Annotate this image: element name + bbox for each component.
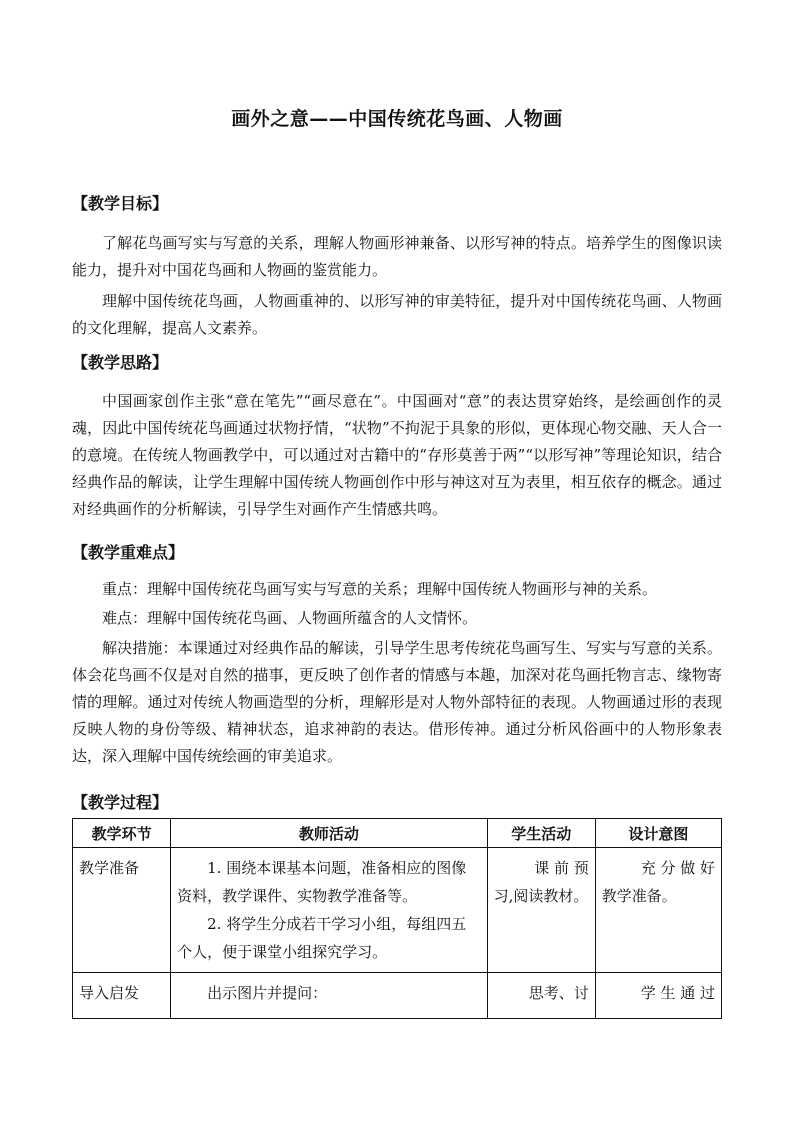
process-table — [72, 818, 722, 1019]
keypoints-difficulty: 难点：理解中国传统花鸟画、人物画所蕴含的人文情怀。 — [102, 609, 478, 627]
cell-student — [487, 973, 595, 1019]
header-stage: 教学环节 — [73, 819, 171, 848]
teacher-item: 出示图片并提问： — [207, 984, 328, 1002]
cell-student — [487, 848, 595, 973]
goals-paragraph-1: 了解花鸟画写实与写意的关系，理解人物画形神兼备、以形写神的特点。培养学生的图像识读能力，提升对中国花鸟画和人物画的鉴赏能力。 — [72, 234, 722, 279]
cell-design — [595, 973, 721, 1019]
keypoints-solution: 解决措施：本课通过对经典作品的解读，引导学生思考传统花鸟画写生、写实与写意的关系。体会花鸟画不仅是对自然的描事，更反映了创作者的情感与本趣，加深对花鸟画托物言志、缘物寄情的理解。通过对传统人物画造型的分析，理解形是对人物外部特征的表现。人物画通过形的表现反映人物的身份等级、精神状态，追求神韵的表达。借形传神。通过分析风俗画中的人物形象表达，深入理解中国传统绘画的审美追求。 — [72, 639, 722, 765]
table-header-row — [73, 819, 722, 848]
cell-teacher — [171, 973, 487, 1019]
cell-stage — [73, 973, 171, 1019]
ideas-paragraph: 中国画家创作主张“意在笔先”“画尽意在”。中国画对“意”的表达贯穿始终，是绘画创作的灵魂，因此中国传统花鸟画通过状物抒情，“状物”不拘泥于具象的形似，更体现心物交融、天人合一的意境。在传统人物画教学中，可以通过对古籍中的“存形莫善于两”“以形写神”等理论知识，结合经典作品的解读，让学生理解中国传统人物画创作中形与神这对互为表里，相互依存的概念。通过对经典画作的分析解读，引导学生对画作产生情感共鸣。 — [72, 392, 722, 518]
header-student: 学生活动 — [487, 819, 595, 848]
stage-text: 教学准备 — [79, 859, 140, 877]
design-line: 学 生 通 过 — [640, 984, 715, 1002]
table-row — [73, 848, 722, 973]
teacher-item: 1. 围绕本课基本问题，准备相应的图像资料，教学课件、实物教学准备等。 — [177, 859, 467, 905]
document-title: 画外之意——中国传统花鸟画、人物画 — [231, 108, 563, 130]
cell-teacher — [171, 848, 487, 973]
stage-text: 导入启发 — [79, 984, 140, 1002]
student-line: 思考、讨 — [528, 984, 589, 1002]
section-heading-goals: 【教学目标】 — [72, 194, 169, 213]
keypoints-focus: 重点：理解中国传统花鸟画写实与写意的关系；理解中国传统人物画形与神的关系。 — [102, 580, 658, 598]
goals-paragraph-2: 理解中国传统花鸟画，人物画重神的、以形写神的审美特征，提升对中国传统花鸟画、人物画的文化理解，提高人文素养。 — [72, 292, 722, 337]
design-line: 教学准备。 — [601, 887, 677, 905]
header-teacher: 教师活动 — [171, 819, 487, 848]
section-heading-ideas: 【教学思路】 — [72, 353, 169, 372]
section-heading-keypoints: 【教学重难点】 — [72, 543, 185, 562]
student-line: 习,阅读教材。 — [493, 887, 589, 905]
student-line: 课 前 预 — [534, 859, 589, 877]
header-design: 设计意图 — [595, 819, 721, 848]
teacher-item: 2. 将学生分成若干学习小组，每组四五个人，便于课堂小组探究学习。 — [177, 915, 467, 961]
section-heading-process: 【教学过程】 — [72, 793, 169, 812]
cell-stage — [73, 848, 171, 973]
cell-design — [595, 848, 721, 973]
table-row — [73, 973, 722, 1019]
design-line: 充 分 做 好 — [640, 859, 715, 877]
